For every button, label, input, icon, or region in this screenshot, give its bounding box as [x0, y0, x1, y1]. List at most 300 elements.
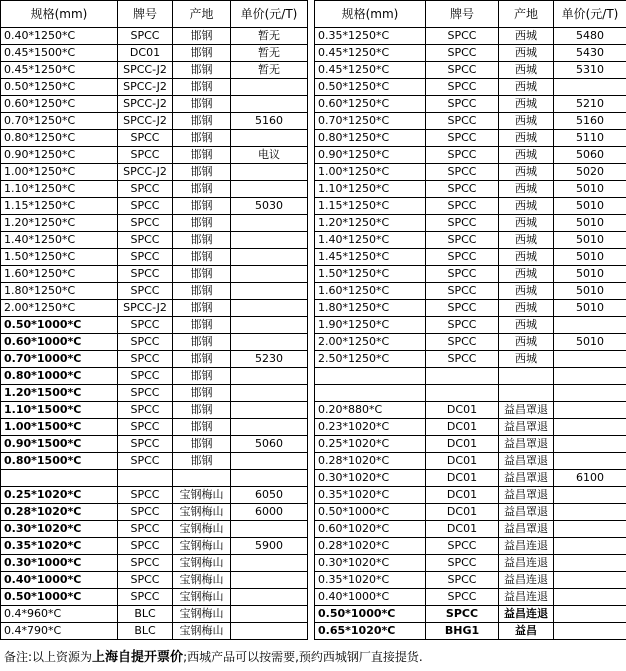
cell-origin: 西城	[499, 334, 554, 351]
cell-origin: 邯钢	[173, 385, 231, 402]
cell-price: 5310	[554, 62, 626, 79]
cell-price	[554, 351, 626, 368]
header-price: 单价(元/T)	[231, 1, 308, 28]
cell-spec: 0.45*1250*C	[315, 45, 426, 62]
cell-origin: 益昌连退	[499, 606, 554, 623]
table-row	[1, 62, 308, 79]
cell-grade: BLC	[118, 606, 173, 623]
header-grade: 牌号	[118, 1, 173, 28]
table-row	[1, 589, 308, 606]
cell-origin: 西城	[499, 79, 554, 96]
cell-spec: 0.35*1020*C	[315, 487, 426, 504]
cell-grade: DC01	[118, 45, 173, 62]
cell-price	[554, 504, 626, 521]
cell-price	[554, 623, 626, 640]
cell-price: 6000	[231, 504, 308, 521]
cell-grade: SPCC	[118, 504, 173, 521]
cell-spec: 1.80*1250*C	[315, 300, 426, 317]
cell-price: 5020	[554, 164, 626, 181]
cell-origin: 益昌罩退	[499, 521, 554, 538]
cell-origin: 宝钢梅山	[173, 555, 231, 572]
cell-spec: 2.00*1250*C	[1, 300, 118, 317]
cell-spec: 1.00*1250*C	[1, 164, 118, 181]
cell-spec: 0.35*1250*C	[315, 28, 426, 45]
cell-grade: DC01	[426, 436, 499, 453]
footer-prefix: 备注:以上资源为	[4, 650, 93, 664]
cell-spec: 0.50*1250*C	[1, 79, 118, 96]
cell-origin: 邯钢	[173, 453, 231, 470]
table-row	[315, 334, 626, 351]
cell-grade: SPCC	[118, 487, 173, 504]
table-row	[1, 130, 308, 147]
table-row	[1, 113, 308, 130]
cell-grade: SPCC	[426, 28, 499, 45]
cell-grade: SPCC	[118, 521, 173, 538]
cell-origin: 邯钢	[173, 249, 231, 266]
cell-spec: 1.15*1250*C	[315, 198, 426, 215]
cell-origin: 邯钢	[173, 402, 231, 419]
cell-spec: 0.25*1020*C	[1, 487, 118, 504]
cell-spec: 0.90*1250*C	[315, 147, 426, 164]
cell-origin: 邯钢	[173, 334, 231, 351]
cell-origin: 益昌罩退	[499, 453, 554, 470]
cell-grade: DC01	[426, 419, 499, 436]
cell-grade: SPCC	[426, 79, 499, 96]
cell-spec: 0.4*960*C	[1, 606, 118, 623]
table-row	[1, 368, 308, 385]
cell-grade: BLC	[118, 623, 173, 640]
cell-price	[231, 266, 308, 283]
cell-grade: SPCC	[118, 368, 173, 385]
cell-origin: 西城	[499, 198, 554, 215]
cell-grade: SPCC	[118, 419, 173, 436]
cell-price: 5210	[554, 96, 626, 113]
cell-price	[554, 555, 626, 572]
cell-spec: 1.40*1250*C	[1, 232, 118, 249]
table-row	[1, 28, 308, 45]
cell-grade: SPCC	[118, 589, 173, 606]
cell-price	[231, 385, 308, 402]
cell-origin: 邯钢	[173, 232, 231, 249]
cell-grade: DC01	[426, 470, 499, 487]
cell-spec: 0.70*1250*C	[315, 113, 426, 130]
cell-spec: 0.30*1000*C	[1, 555, 118, 572]
cell-price	[231, 232, 308, 249]
table-row	[315, 419, 626, 436]
cell-spec: 0.90*1500*C	[1, 436, 118, 453]
cell-origin: 邯钢	[173, 79, 231, 96]
cell-spec: 1.60*1250*C	[315, 283, 426, 300]
cell-price	[554, 453, 626, 470]
cell-spec: 0.4*790*C	[1, 623, 118, 640]
cell-grade: SPCC-J2	[118, 62, 173, 79]
cell-grade: SPCC	[426, 232, 499, 249]
table-row	[1, 317, 308, 334]
cell-price	[554, 79, 626, 96]
cell-origin: 邯钢	[173, 368, 231, 385]
cell-spec: 0.20*880*C	[315, 402, 426, 419]
cell-spec: 1.80*1250*C	[1, 283, 118, 300]
table-row	[315, 436, 626, 453]
cell-price	[554, 487, 626, 504]
cell-grade: SPCC	[118, 198, 173, 215]
cell-price	[231, 589, 308, 606]
cell-grade: DC01	[426, 504, 499, 521]
cell-price	[231, 249, 308, 266]
cell-price	[554, 368, 626, 385]
cell-spec: 1.20*1250*C	[1, 215, 118, 232]
header-origin: 产地	[499, 1, 554, 28]
cell-origin: 宝钢梅山	[173, 589, 231, 606]
cell-grade: SPCC	[426, 181, 499, 198]
header-spec: 规格(mm)	[1, 1, 118, 28]
cell-spec: 0.35*1020*C	[315, 572, 426, 589]
table-row	[1, 538, 308, 555]
cell-price	[554, 317, 626, 334]
cell-spec: 0.60*1020*C	[315, 521, 426, 538]
cell-price: 5010	[554, 334, 626, 351]
cell-origin: 西城	[499, 62, 554, 79]
cell-price	[554, 606, 626, 623]
cell-grade: SPCC	[118, 266, 173, 283]
header-spec: 规格(mm)	[315, 1, 426, 28]
cell-spec	[315, 368, 426, 385]
cell-price	[231, 572, 308, 589]
cell-spec: 0.23*1020*C	[315, 419, 426, 436]
cell-spec: 0.30*1020*C	[1, 521, 118, 538]
cell-price: 5900	[231, 538, 308, 555]
cell-spec: 1.10*1250*C	[315, 181, 426, 198]
cell-price	[231, 79, 308, 96]
table-row	[1, 232, 308, 249]
table-row	[1, 623, 308, 640]
table-row	[315, 96, 626, 113]
cell-origin: 西城	[499, 283, 554, 300]
cell-grade: SPCC	[426, 249, 499, 266]
cell-grade: DC01	[426, 487, 499, 504]
cell-grade: SPCC	[426, 351, 499, 368]
cell-spec: 1.10*1500*C	[1, 402, 118, 419]
cell-origin: 西城	[499, 147, 554, 164]
cell-spec: 0.40*1250*C	[1, 28, 118, 45]
header-price: 单价(元/T)	[554, 1, 626, 28]
cell-price: 5010	[554, 181, 626, 198]
cell-origin: 益昌	[499, 623, 554, 640]
table-row	[1, 96, 308, 113]
table-row	[315, 45, 626, 62]
cell-spec: 0.25*1020*C	[315, 436, 426, 453]
cell-spec: 0.50*1000*C	[315, 504, 426, 521]
cell-origin: 宝钢梅山	[173, 572, 231, 589]
table-row	[1, 79, 308, 96]
cell-origin: 邯钢	[173, 181, 231, 198]
cell-price	[231, 470, 308, 487]
cell-origin: 邯钢	[173, 96, 231, 113]
cell-grade: SPCC	[118, 232, 173, 249]
cell-spec: 0.50*1000*C	[315, 606, 426, 623]
table-row	[1, 215, 308, 232]
cell-origin: 益昌罩退	[499, 487, 554, 504]
cell-origin: 邯钢	[173, 215, 231, 232]
cell-origin: 邯钢	[173, 45, 231, 62]
table-row	[315, 181, 626, 198]
cell-price: 5030	[231, 198, 308, 215]
cell-price	[554, 402, 626, 419]
cell-spec: 0.65*1020*C	[315, 623, 426, 640]
cell-spec: 0.80*1250*C	[315, 130, 426, 147]
cell-price	[231, 96, 308, 113]
cell-grade: SPCC	[426, 164, 499, 181]
cell-spec: 1.10*1250*C	[1, 181, 118, 198]
cell-price	[231, 368, 308, 385]
cell-spec: 2.00*1250*C	[315, 334, 426, 351]
cell-grade: SPCC	[118, 402, 173, 419]
table-row	[1, 266, 308, 283]
cell-grade: SPCC	[426, 266, 499, 283]
table-row	[315, 504, 626, 521]
cell-spec: 0.35*1020*C	[1, 538, 118, 555]
table-row	[315, 368, 626, 385]
header-grade: 牌号	[426, 1, 499, 28]
cell-spec: 0.60*1250*C	[1, 96, 118, 113]
cell-spec: 0.50*1000*C	[1, 589, 118, 606]
cell-grade: SPCC	[118, 555, 173, 572]
table-row	[315, 385, 626, 402]
cell-grade: DC01	[426, 402, 499, 419]
cell-origin: 西城	[499, 266, 554, 283]
cell-price	[231, 623, 308, 640]
cell-origin: 西城	[499, 28, 554, 45]
table-row	[1, 487, 308, 504]
table-row	[1, 453, 308, 470]
cell-price: 暂无	[231, 45, 308, 62]
footer-emphasis: 上海自提开票价	[92, 650, 184, 665]
cell-price	[231, 555, 308, 572]
cell-origin: 益昌连退	[499, 538, 554, 555]
cell-grade: SPCC	[426, 300, 499, 317]
footer-suffix: ;西城产品可以按需要,预约西城钢厂直接提货.	[183, 650, 423, 664]
cell-grade: SPCC	[118, 317, 173, 334]
cell-price: 5010	[554, 198, 626, 215]
cell-spec: 1.60*1250*C	[1, 266, 118, 283]
cell-spec: 1.20*1500*C	[1, 385, 118, 402]
table-row	[1, 181, 308, 198]
cell-grade: SPCC	[426, 198, 499, 215]
table-row	[1, 555, 308, 572]
cell-price: 5110	[554, 130, 626, 147]
cell-grade: SPCC	[426, 96, 499, 113]
table-row	[315, 79, 626, 96]
table-row	[1, 470, 308, 487]
cell-origin: 西城	[499, 249, 554, 266]
table-row	[315, 521, 626, 538]
cell-grade: SPCC	[118, 385, 173, 402]
table-row	[315, 249, 626, 266]
header-origin: 产地	[173, 1, 231, 28]
table-row	[1, 504, 308, 521]
cell-spec: 1.40*1250*C	[315, 232, 426, 249]
cell-spec: 2.50*1250*C	[315, 351, 426, 368]
cell-grade: SPCC	[426, 555, 499, 572]
cell-spec: 1.00*1500*C	[1, 419, 118, 436]
table-row	[1, 402, 308, 419]
cell-spec: 0.80*1000*C	[1, 368, 118, 385]
cell-grade: DC01	[426, 521, 499, 538]
table-row	[315, 62, 626, 79]
cell-grade: SPCC	[426, 538, 499, 555]
cell-price	[554, 521, 626, 538]
cell-price	[231, 300, 308, 317]
table-row	[315, 215, 626, 232]
table-row	[1, 300, 308, 317]
cell-grade: SPCC	[118, 453, 173, 470]
table-row	[315, 232, 626, 249]
cell-spec: 1.00*1250*C	[315, 164, 426, 181]
left-price-table	[0, 0, 308, 640]
table-row	[1, 164, 308, 181]
table-row	[315, 266, 626, 283]
cell-grade: SPCC	[118, 436, 173, 453]
cell-price: 5010	[554, 283, 626, 300]
cell-spec: 1.20*1250*C	[315, 215, 426, 232]
cell-grade: SPCC	[118, 283, 173, 300]
cell-grade: SPCC	[426, 589, 499, 606]
table-row	[315, 130, 626, 147]
table-row	[1, 521, 308, 538]
cell-price	[231, 402, 308, 419]
cell-origin: 邯钢	[173, 351, 231, 368]
cell-spec: 0.60*1250*C	[315, 96, 426, 113]
footer-note	[4, 646, 622, 668]
cell-price	[231, 283, 308, 300]
cell-origin: 邯钢	[173, 62, 231, 79]
cell-origin: 益昌罩退	[499, 419, 554, 436]
cell-price	[231, 453, 308, 470]
cell-grade: SPCC	[426, 606, 499, 623]
cell-price	[231, 130, 308, 147]
cell-grade: SPCC-J2	[118, 164, 173, 181]
cell-spec	[315, 385, 426, 402]
table-row	[315, 572, 626, 589]
cell-spec: 0.60*1000*C	[1, 334, 118, 351]
cell-price	[554, 419, 626, 436]
table-row	[315, 623, 626, 640]
cell-grade: SPCC	[118, 538, 173, 555]
cell-price: 5060	[554, 147, 626, 164]
table-row	[315, 113, 626, 130]
cell-spec: 0.90*1250*C	[1, 147, 118, 164]
cell-origin: 益昌罩退	[499, 504, 554, 521]
cell-grade: SPCC	[426, 45, 499, 62]
cell-origin	[499, 385, 554, 402]
cell-origin: 西城	[499, 45, 554, 62]
cell-spec: 1.50*1250*C	[1, 249, 118, 266]
cell-grade: DC01	[426, 453, 499, 470]
cell-origin: 西城	[499, 215, 554, 232]
table-row	[315, 453, 626, 470]
cell-grade: SPCC	[426, 317, 499, 334]
table-row	[315, 317, 626, 334]
table-row	[1, 436, 308, 453]
table-row	[1, 351, 308, 368]
cell-price	[231, 606, 308, 623]
cell-origin: 邯钢	[173, 28, 231, 45]
cell-origin	[499, 368, 554, 385]
table-row	[315, 606, 626, 623]
cell-grade: BHG1	[426, 623, 499, 640]
cell-spec: 1.90*1250*C	[315, 317, 426, 334]
cell-grade: SPCC	[426, 130, 499, 147]
cell-origin: 宝钢梅山	[173, 623, 231, 640]
cell-spec: 0.45*1500*C	[1, 45, 118, 62]
table-row	[315, 283, 626, 300]
table-row	[1, 419, 308, 436]
cell-price	[231, 521, 308, 538]
cell-spec: 0.80*1500*C	[1, 453, 118, 470]
cell-grade: SPCC	[426, 283, 499, 300]
cell-origin: 宝钢梅山	[173, 606, 231, 623]
cell-origin: 邯钢	[173, 130, 231, 147]
cell-price: 暂无	[231, 62, 308, 79]
cell-spec: 0.30*1020*C	[315, 555, 426, 572]
cell-origin: 西城	[499, 317, 554, 334]
cell-grade: SPCC	[118, 334, 173, 351]
cell-grade: SPCC	[426, 572, 499, 589]
cell-grade: SPCC-J2	[118, 79, 173, 96]
cell-spec: 0.30*1020*C	[315, 470, 426, 487]
cell-origin: 邯钢	[173, 164, 231, 181]
cell-price	[554, 385, 626, 402]
cell-spec: 0.28*1020*C	[1, 504, 118, 521]
cell-origin: 邯钢	[173, 317, 231, 334]
cell-spec: 0.70*1000*C	[1, 351, 118, 368]
cell-origin: 邯钢	[173, 198, 231, 215]
cell-price: 电议	[231, 147, 308, 164]
cell-spec: 0.40*1000*C	[1, 572, 118, 589]
cell-price	[554, 589, 626, 606]
cell-spec: 0.45*1250*C	[1, 62, 118, 79]
cell-spec: 0.28*1020*C	[315, 453, 426, 470]
table-row	[1, 572, 308, 589]
cell-origin: 西城	[499, 96, 554, 113]
cell-grade: SPCC-J2	[118, 96, 173, 113]
cell-spec: 0.28*1020*C	[315, 538, 426, 555]
cell-grade: SPCC-J2	[118, 300, 173, 317]
cell-grade: SPCC	[426, 215, 499, 232]
cell-price	[231, 317, 308, 334]
cell-origin: 宝钢梅山	[173, 487, 231, 504]
table-row	[315, 28, 626, 45]
cell-origin: 西城	[499, 300, 554, 317]
cell-price: 5160	[231, 113, 308, 130]
cell-price	[554, 572, 626, 589]
cell-price: 5060	[231, 436, 308, 453]
cell-origin: 益昌罩退	[499, 402, 554, 419]
table-row	[315, 147, 626, 164]
cell-spec	[1, 470, 118, 487]
cell-grade	[426, 368, 499, 385]
table-row	[1, 198, 308, 215]
cell-price	[231, 215, 308, 232]
cell-price: 5010	[554, 215, 626, 232]
cell-grade: SPCC	[118, 147, 173, 164]
table-row	[315, 164, 626, 181]
cell-price: 5230	[231, 351, 308, 368]
table-row	[1, 334, 308, 351]
cell-price: 5160	[554, 113, 626, 130]
cell-origin: 邯钢	[173, 147, 231, 164]
cell-price: 5010	[554, 249, 626, 266]
